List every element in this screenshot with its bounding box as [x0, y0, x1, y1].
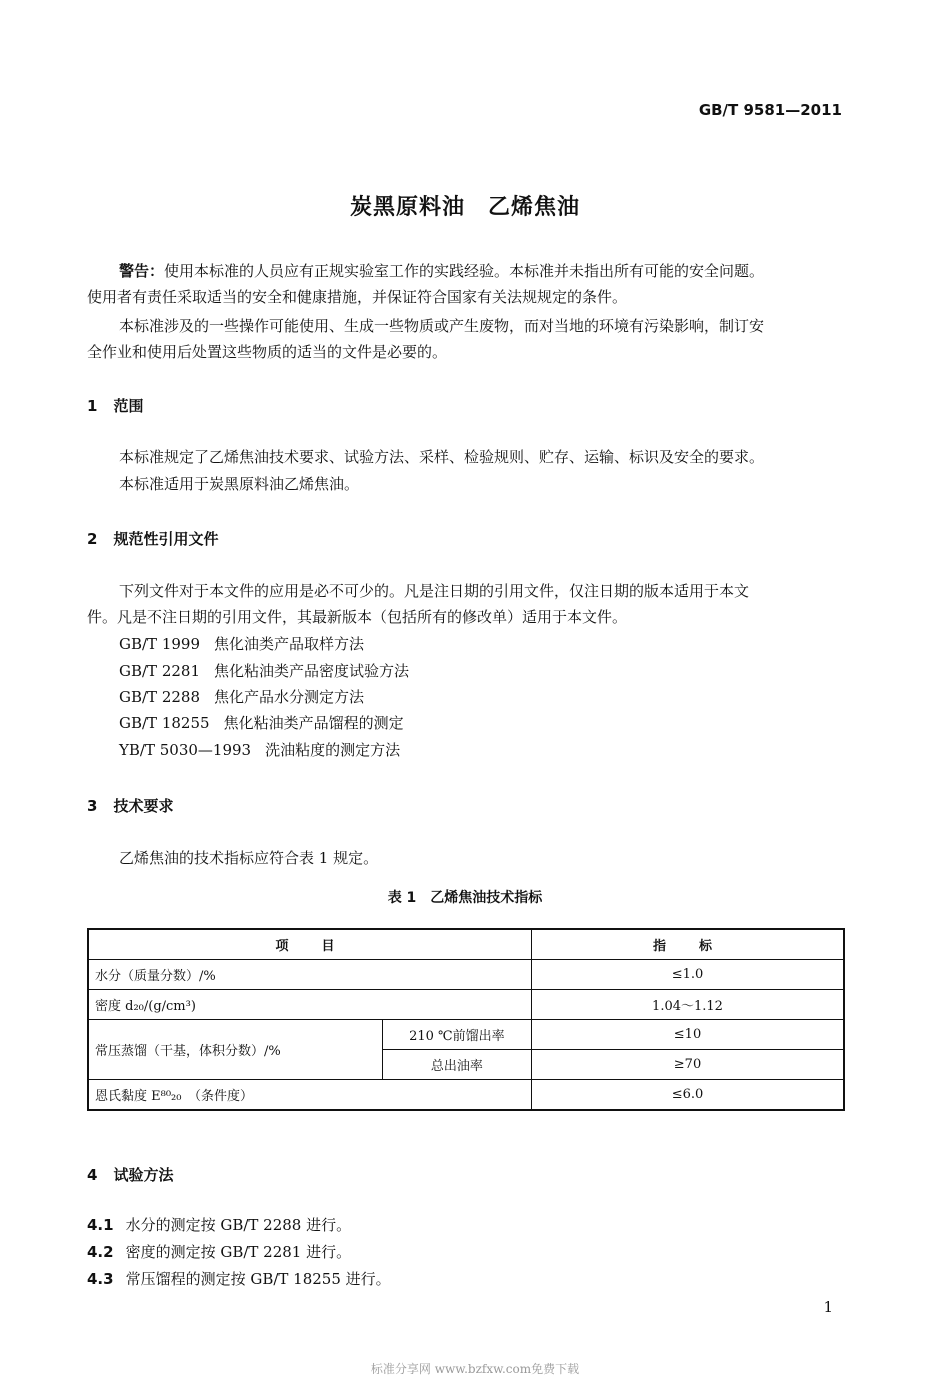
- section-4-number: 4: [87, 1166, 98, 1184]
- test-item-number: 4.1: [87, 1216, 114, 1234]
- density-value: 1.04～1.12: [532, 990, 845, 1020]
- section-2-title: 规范性引用文件: [113, 530, 219, 548]
- section-1-para-1: 本标准规定了乙烯焦油技术要求、试验方法、采样、检验规则、贮存、运输、标识及安全的要求。: [119, 448, 765, 466]
- section-2-heading: [87, 528, 218, 549]
- reference-item: [119, 739, 400, 760]
- section-2-number: 2: [87, 530, 98, 548]
- section-1-title: 范围: [113, 397, 144, 415]
- section-3-number: 3: [87, 797, 98, 815]
- viscosity-label: 恩氏黏度 E⁸⁰₂₀ （条件度）: [88, 1080, 532, 1111]
- reference-name: 洗油粘度的测定方法: [265, 741, 401, 759]
- density-label: 密度 d₂₀/(g/cm³): [88, 990, 532, 1020]
- distillation-value-2: ≥70: [532, 1050, 845, 1080]
- section-3-title: 技术要求: [113, 797, 174, 815]
- test-item-number: 4.2: [87, 1243, 114, 1261]
- section-4-heading: [87, 1164, 173, 1185]
- reference-name: 焦化粘油类产品密度试验方法: [214, 662, 410, 680]
- reference-code: GB/T 18255: [119, 714, 210, 732]
- reference-code: GB/T 2281: [119, 662, 201, 680]
- warning-line-2: 使用者有责任采取适当的安全和健康措施，并保证符合国家有关法规规定的条件。: [87, 288, 628, 306]
- reference-code: YB/T 5030—1993: [119, 741, 252, 759]
- footer-watermark: 标准分享网 www.bzfxw.com免费下载: [370, 1362, 580, 1376]
- section-2-para-line-1: 下列文件对于本文件的应用是必不可少的。凡是注日期的引用文件，仅注日期的版本适用于本文: [119, 582, 750, 600]
- environment-line-2: 全作业和使用后处置这些物质的适当的文件是必要的。: [87, 343, 448, 361]
- warning-label: 警告：: [119, 262, 165, 280]
- section-2-para-line-2: 件。凡是不注日期的引用文件，其最新版本（包括所有的修改单）适用于本文件。: [87, 608, 628, 626]
- table-row: [88, 990, 844, 1020]
- reference-item: [119, 660, 409, 681]
- distillation-value-1: ≤10: [532, 1020, 845, 1050]
- reference-code: GB/T 2288: [119, 688, 201, 706]
- moisture-label: 水分（质量分数）/%: [88, 960, 532, 990]
- table-row: [88, 1080, 844, 1111]
- reference-code: GB/T 1999: [119, 635, 201, 653]
- test-item-text: 常压馏程的测定按 GB/T 18255 进行。: [125, 1270, 391, 1288]
- distillation-sub-2: 总出油率: [382, 1050, 531, 1080]
- distillation-sub-1: 210 ℃前馏出率: [382, 1020, 531, 1050]
- section-1-number: 1: [87, 397, 98, 415]
- test-item: [87, 1212, 351, 1238]
- standard-code: GB/T 9581—2011: [698, 101, 842, 119]
- section-3-heading: [87, 795, 173, 816]
- document-title: 炭黑原料油 乙烯焦油: [349, 195, 580, 220]
- distillation-label: 常压蒸馏（干基，体积分数）/%: [88, 1020, 382, 1080]
- section-4-title: 试验方法: [113, 1166, 174, 1184]
- reference-item: [119, 633, 364, 654]
- test-item-number: 4.3: [87, 1270, 114, 1288]
- table-row: [88, 960, 844, 990]
- reference-name: 焦化油类产品取样方法: [214, 635, 365, 653]
- test-item: [87, 1266, 391, 1292]
- environment-line-1: 本标准涉及的一些操作可能使用、生成一些物质或产生废物，而对当地的环境有污染影响，制订安: [119, 317, 765, 335]
- header-value: 指 标: [532, 929, 845, 960]
- section-1-para-2: 本标准适用于炭黑原料油乙烯焦油。: [119, 475, 360, 493]
- moisture-value: ≤1.0: [532, 960, 845, 990]
- table-header-row: [88, 929, 844, 960]
- reference-name: 焦化粘油类产品馏程的测定: [223, 714, 404, 732]
- section-3-para: 乙烯焦油的技术指标应符合表 1 规定。: [119, 849, 379, 867]
- test-item: [87, 1239, 351, 1265]
- spec-table: [87, 928, 845, 1111]
- page-number: 1: [823, 1298, 833, 1316]
- reference-item: [119, 686, 364, 707]
- table-caption: 表 1 乙烯焦油技术指标: [387, 890, 543, 906]
- reference-name: 焦化产品水分测定方法: [214, 688, 365, 706]
- test-item-text: 密度的测定按 GB/T 2281 进行。: [125, 1243, 352, 1261]
- reference-item: [119, 712, 404, 733]
- header-item: 项 目: [88, 929, 532, 960]
- warning-text-1: 使用本标准的人员应有正规实验室工作的实践经验。本标准并未指出所有可能的安全问题。: [164, 262, 765, 280]
- warning-line-1: [119, 258, 764, 284]
- section-1-heading: [87, 395, 143, 416]
- test-item-text: 水分的测定按 GB/T 2288 进行。: [125, 1216, 352, 1234]
- table-row: [88, 1020, 844, 1050]
- viscosity-value: ≤6.0: [532, 1080, 845, 1111]
